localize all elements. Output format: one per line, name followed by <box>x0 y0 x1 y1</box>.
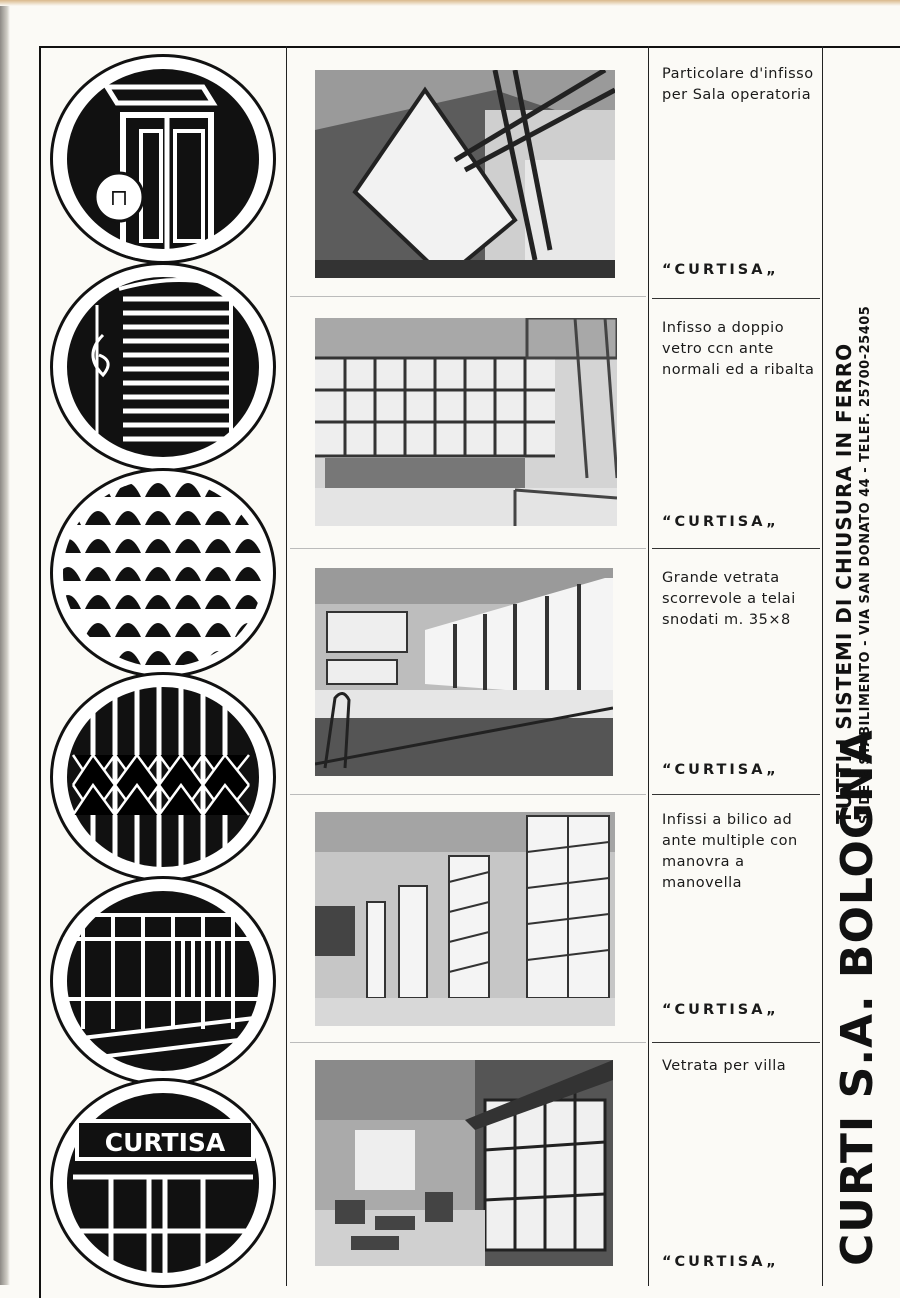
brand-row-2: “CURTISA„ <box>662 514 779 530</box>
photo-operating-room-window <box>315 70 615 278</box>
curtisa-shopfront-emblem-icon <box>50 1078 276 1288</box>
company-vertical-title <box>832 56 894 1266</box>
caption-row-1: Particolare d'infisso per Sala operatoria <box>662 66 814 103</box>
company-name: CURTI S.A. BOLOGNA <box>832 729 883 1266</box>
company-address: SEDE E STABILIMENTO - VIA SAN DONATO 44 - TELEF. 25700-25405 <box>858 305 873 824</box>
brand-row-5: “CURTISA„ <box>662 1254 779 1270</box>
separator-3-left <box>290 794 646 795</box>
caption-row-5: Vetrata per villa <box>662 1058 787 1074</box>
emblem-column <box>40 48 286 1285</box>
page-binding-edge <box>0 0 10 1285</box>
separator-4-right <box>652 1042 820 1043</box>
page-top-edge <box>0 0 900 6</box>
door-emblem-icon <box>50 54 276 264</box>
photo-villa-glass-wall <box>315 1060 613 1266</box>
folding-gate-emblem-icon <box>50 672 276 882</box>
brand-row-3: “CURTISA„ <box>662 762 779 778</box>
brand-row-1: “CURTISA„ <box>662 262 779 278</box>
brand-row-4: “CURTISA„ <box>662 1002 779 1018</box>
separator-2-left <box>290 548 646 549</box>
product-row-3 <box>287 550 822 795</box>
separator-2-right <box>652 548 820 549</box>
photo-pivot-windows <box>315 812 615 1026</box>
divider-captions-title <box>822 46 823 1286</box>
product-row-4 <box>287 796 822 1042</box>
product-row-2 <box>287 300 822 550</box>
caption-row-2: Infisso a doppio vetro ccn ante normali ed a ribalta <box>662 320 815 378</box>
separator-4-left <box>290 1042 646 1043</box>
product-row-1 <box>287 48 822 298</box>
svg-text:⊓: ⊓ <box>109 186 129 211</box>
product-row-5 <box>287 1044 822 1280</box>
separator-3-right <box>652 794 820 795</box>
photo-double-glazed-window <box>315 318 617 526</box>
photo-sliding-glass-wall <box>315 568 613 776</box>
glazed-wall-emblem-icon <box>50 876 276 1086</box>
separator-1-left <box>290 296 646 297</box>
company-tagline: TUTTI I SISTEMI DI CHIUSURA IN FERRO <box>832 342 856 824</box>
curtisa-logo-text: CURTISA <box>104 1128 226 1157</box>
rolling-shutter-emblem-icon <box>50 262 276 472</box>
separator-1-right <box>652 298 820 299</box>
caption-row-3: Grande vetrata scorrevole a telai snodati m. 35×8 <box>662 570 796 628</box>
caption-row-4: Infissi a bilico ad ante multiple con manovra a manovella <box>662 812 798 891</box>
scallop-grille-emblem-icon <box>50 468 276 678</box>
